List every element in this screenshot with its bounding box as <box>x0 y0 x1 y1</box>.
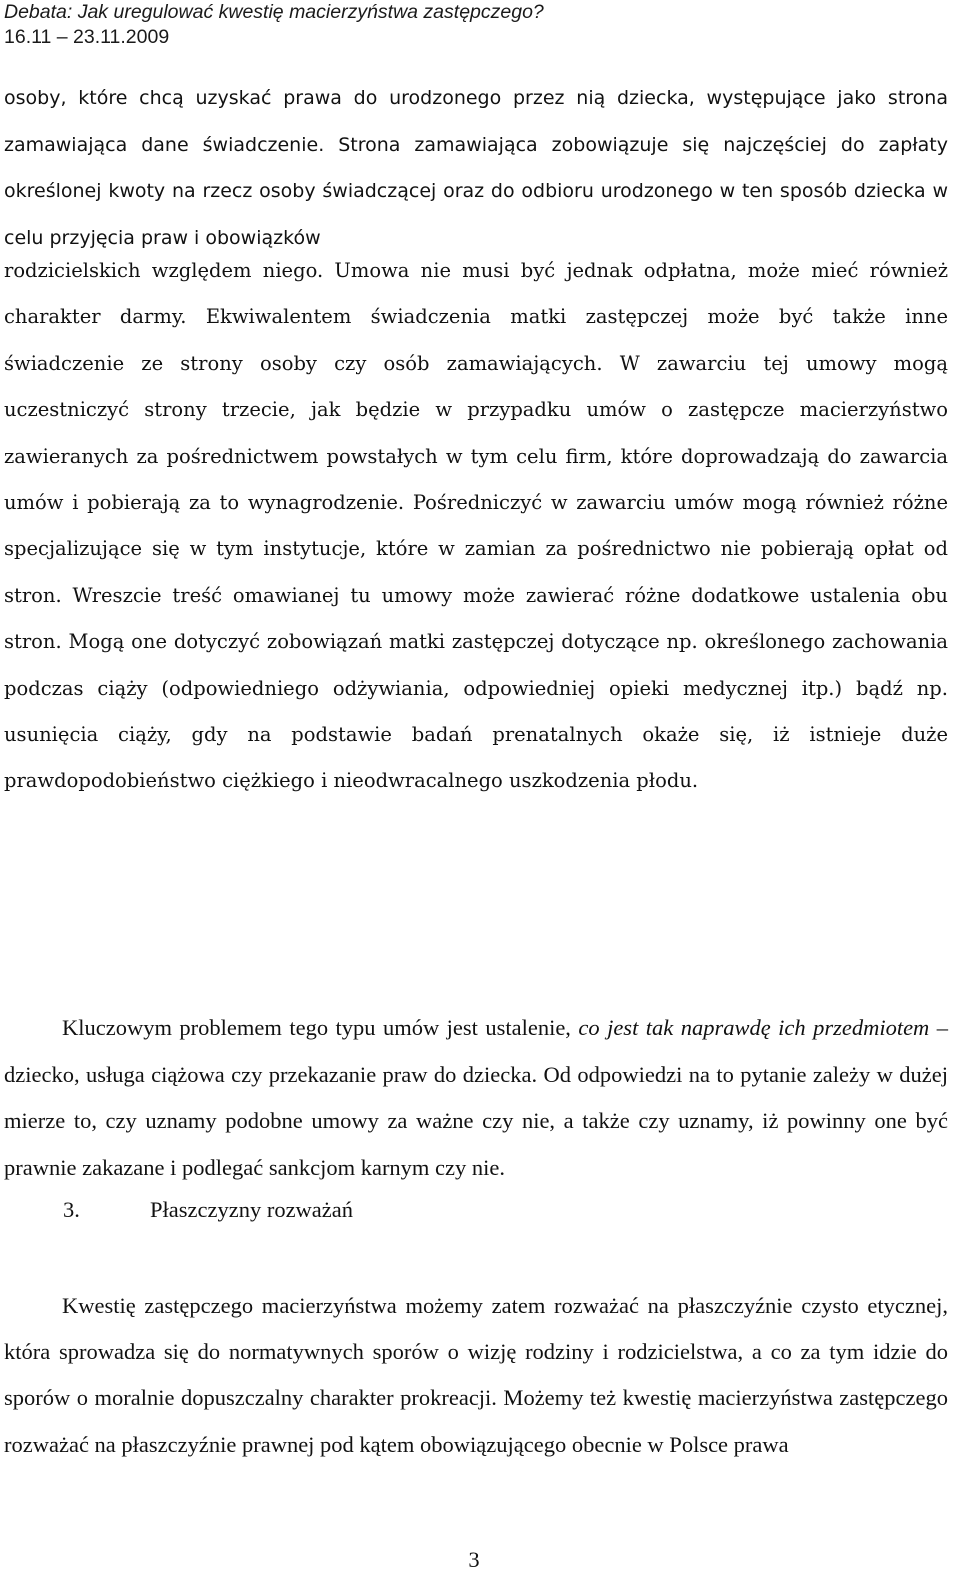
page-number: 3 <box>468 1547 480 1572</box>
paragraph-key-problem <box>4 1005 948 1191</box>
paragraph-contract-details: rodzicielskich względem niego. Umowa nie musi być jednak odpłatna, może mieć również charakter darmy. Ekwiwalentem świadczenia matki zastępczej może być także inne świadczenie ze strony osoby czy osób zamawiających. W zawarciu tej umowy mogą uczestniczyć strony trzecie, jak będzie w przypadku umów o zastępcze macierzyństwo zawieranych za pośrednictwem powstałych w tym celu firm, które doprowadzają do zawarcia umów i pobierają za to wynagrodzenie. Pośredniczyć w zawarciu umów mogą również różne specjalizujące się w tym instytucje, które w zamian za pośrednictwo nie pobierają opłat od stron. Wreszcie treść omawianej tu umowy może zawierać różne dodatkowe ustalenia obu stron. Mogą one dotyczyć zobowiązań matki zastępczej dotyczące np. określonego zachowania podczas ciąży (odpowiedniego odżywiania, odpowiedniej opieki medycznej itp.) bądź np. usunięcia ciąży, gdy na podstawie badań prenatalnych okaże się, iż istnieje duże prawdopodobieństwo ciężkiego i nieodwracalnego uszkodzenia płodu. <box>4 259 948 793</box>
paragraph-key-problem-lead: Kluczowym problemem tego typu umów jest ustalenie, <box>62 1015 579 1040</box>
running-header <box>4 0 944 50</box>
paragraph-key-problem-emphasis: co jest tak naprawdę ich przedmiotem <box>578 1015 930 1040</box>
paragraph-key-problem-rest: – dziecko, usługa ciążowa czy przekazanie praw do dziecka. Od odpowiedzi na to pytanie zależy w dużej mierze to, czy uznamy podobne umowy za ważne czy nie, a także czy uznamy, iż powinny one być prawnie zakazane i podlegać sankcjom karnym czy nie. <box>4 1015 949 1180</box>
header-dates: 16.11 – 23.11.2009 <box>4 26 170 48</box>
section-title: Płaszczyzny rozważań <box>150 1197 354 1222</box>
section-heading <box>63 1190 353 1230</box>
header-title: Debata: Jak uregulować kwestię macierzyństwa zastępczego? <box>4 1 544 23</box>
paragraph-planes-of-consideration: Kwestię zastępczego macierzyństwa możemy zatem rozważać na płaszczyźnie czysto etycznej, która sprowadza się do normatywnych sporów o wizję rodziny i rodzicielstwa, a co za tym idzie do sporów o moralnie dopuszczalny charakter prokreacji. Możemy też kwestię macierzyństwa zastępczego rozważać na płaszczyźnie prawnej pod kątem obowiązującego obecnie w Polsce prawa <box>4 1293 948 1457</box>
section-number: 3. <box>63 1197 80 1222</box>
paragraph-continued-top: osoby, które chcą uzyskać prawa do urodzonego przez nią dziecka, występujące jako strona zamawiająca dane świadczenie. Strona zamawiająca zobowiązuje się najczęściej do zapłaty określonej kwoty na rzecz osoby świadczącej oraz do odbioru urodzonego w ten sposób dziecka w celu przyjęcia praw i obowiązków <box>4 87 948 249</box>
